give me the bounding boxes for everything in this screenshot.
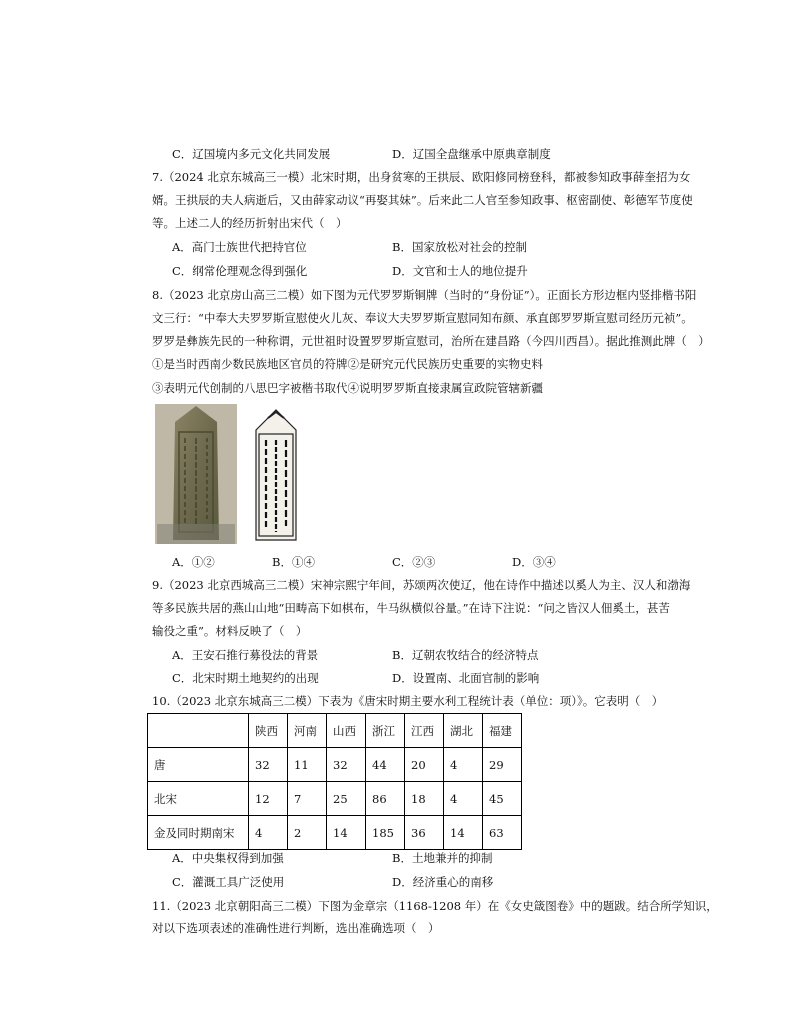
table-header-cell (148, 714, 249, 748)
plaque-rubbing-image (246, 408, 306, 542)
table-cell: 185 (366, 816, 405, 850)
q11-stem-line2: 对以下选项表述的准确性进行判断，选出准确选项（ ） (152, 921, 440, 935)
q8-option-a[interactable]: A．①② (172, 555, 215, 569)
table-cell: 29 (483, 748, 522, 782)
table-cell: 7 (288, 782, 327, 816)
table-header-cell: 浙江 (366, 714, 405, 748)
q10-option-d[interactable]: D．经济重心的南移 (392, 875, 494, 889)
table-cell: 86 (366, 782, 405, 816)
q10-option-a[interactable]: A．中央集权得到加强 (172, 851, 284, 865)
q8-stem-line3: 罗罗是彝族先民的一种称谓，元世祖时设置罗罗斯宣慰司，治所在建昌路（今四川西昌）。据此推测此牌（ ） (152, 334, 710, 348)
table-header-cell: 陕西 (249, 714, 288, 748)
q9-option-a[interactable]: A．王安石推行募役法的背景 (172, 648, 319, 662)
q9-option-c[interactable]: C．北宋时期土地契约的出现 (172, 671, 319, 685)
table-cell: 32 (327, 748, 366, 782)
irrigation-stats-table (147, 713, 522, 850)
table-cell: 14 (327, 816, 366, 850)
q9-stem-line3: 输役之重”。材料反映了（ ） (152, 624, 308, 638)
q8-option-c[interactable]: C．②③ (392, 555, 436, 569)
table-cell: 11 (288, 748, 327, 782)
bronze-plaque-photo (155, 404, 237, 544)
q7-option-c[interactable]: C．纲常伦理观念得到强化 (172, 264, 308, 278)
table-cell: 44 (366, 748, 405, 782)
q8-option-b[interactable]: B．①④ (272, 555, 315, 569)
q8-stem-line4: ①是当时西南少数民族地区官员的符牌②是研究元代民族历史重要的实物史料 (152, 357, 543, 371)
q8-option-d[interactable]: D．③④ (512, 555, 556, 569)
q7-option-b[interactable]: B．国家放松对社会的控制 (392, 240, 527, 254)
table-cell: 32 (249, 748, 288, 782)
table-cell: 36 (405, 816, 444, 850)
q10-option-c[interactable]: C．灌溉工具广泛使用 (172, 875, 285, 889)
table-cell: 20 (405, 748, 444, 782)
table-cell: 63 (483, 816, 522, 850)
q8-stem-line5: ③表明元代创制的八思巴字被楷书取代④说明罗罗斯直接隶属宣政院管辖新疆 (152, 381, 543, 395)
q8-stem-line2: 文三行：“中奉大夫罗罗斯宣慰使火儿灰、奉议大夫罗罗斯宣慰同知布颜、承直郎罗罗斯宣慰司经历元祯”。 (152, 311, 693, 325)
table-header-cell: 湖北 (444, 714, 483, 748)
q9-stem-line2: 等多民族共居的燕山山地“田畴高下如棋布，牛马纵横似谷量。”在诗下注说：“问之皆汉人佃奚土，甚苦 (152, 601, 670, 615)
table-cell: 北宋 (148, 782, 249, 816)
q10-option-b[interactable]: B．土地兼并的抑制 (392, 851, 493, 865)
q9-option-b[interactable]: B．辽朝农牧结合的经济特点 (392, 648, 539, 662)
table-header-cell: 福建 (483, 714, 522, 748)
table-cell: 12 (249, 782, 288, 816)
table-cell: 14 (444, 816, 483, 850)
q7-option-d[interactable]: D．文官和士人的地位提升 (392, 264, 528, 278)
q6-option-d[interactable]: D．辽国全盘继承中原典章制度 (392, 147, 551, 161)
table-cell: 4 (249, 816, 288, 850)
table-cell: 18 (405, 782, 444, 816)
q6-option-c[interactable]: C．辽国境内多元文化共同发展 (172, 147, 331, 161)
table-header-cell: 河南 (288, 714, 327, 748)
q10-stem-line1: 10.（2023 北京东城高三二模）下表为《唐宋时期主要水利工程统计表（单位：项）》。它表明（ ） (152, 694, 664, 708)
q9-stem-line1: 9.（2023 北京西城高三二模）宋神宗熙宁年间，苏颂两次使辽，他在诗作中描述以奚人为主、汉人和渤海 (152, 578, 691, 592)
table-cell: 金及同时期南宋 (148, 816, 249, 850)
table-row (148, 748, 522, 782)
table-cell: 2 (288, 816, 327, 850)
table-cell: 25 (327, 782, 366, 816)
q7-stem-line2: 婿。王拱辰的夫人病逝后，又由薛家动议“再娶其妹”。后来此二人官至参知政事、枢密副使、彰德军节度使 (152, 193, 693, 207)
q9-option-d[interactable]: D．设置南、北面官制的影响 (392, 671, 540, 685)
q11-stem-line1: 11.（2023 北京朝阳高三二模）下图为金章宗（1168-1208 年）在《女史箴图卷》中的题跋。结合所学知识， (152, 899, 718, 913)
table-header-cell: 江西 (405, 714, 444, 748)
q8-stem-line1: 8.（2023 北京房山高三二模）如下图为元代罗罗斯铜牌（当时的“身份证”）。正面长方形边框内竖排楷书阳 (152, 288, 697, 302)
table-cell: 唐 (148, 748, 249, 782)
table-row (148, 782, 522, 816)
table-cell: 4 (444, 782, 483, 816)
table-header-cell: 山西 (327, 714, 366, 748)
table-row (148, 816, 522, 850)
table-cell: 4 (444, 748, 483, 782)
q7-stem-line1: 7.（2024 北京东城高三一模）北宋时期，出身贫寒的王拱辰、欧阳修同榜登科，都被参知政事薛奎招为女 (152, 170, 691, 184)
q7-stem-line3: 等。上述二人的经历折射出宋代（ ） (152, 216, 348, 230)
q7-option-a[interactable]: A．高门士族世代把持官位 (172, 240, 307, 254)
table-cell: 45 (483, 782, 522, 816)
table-header-row (148, 714, 522, 748)
